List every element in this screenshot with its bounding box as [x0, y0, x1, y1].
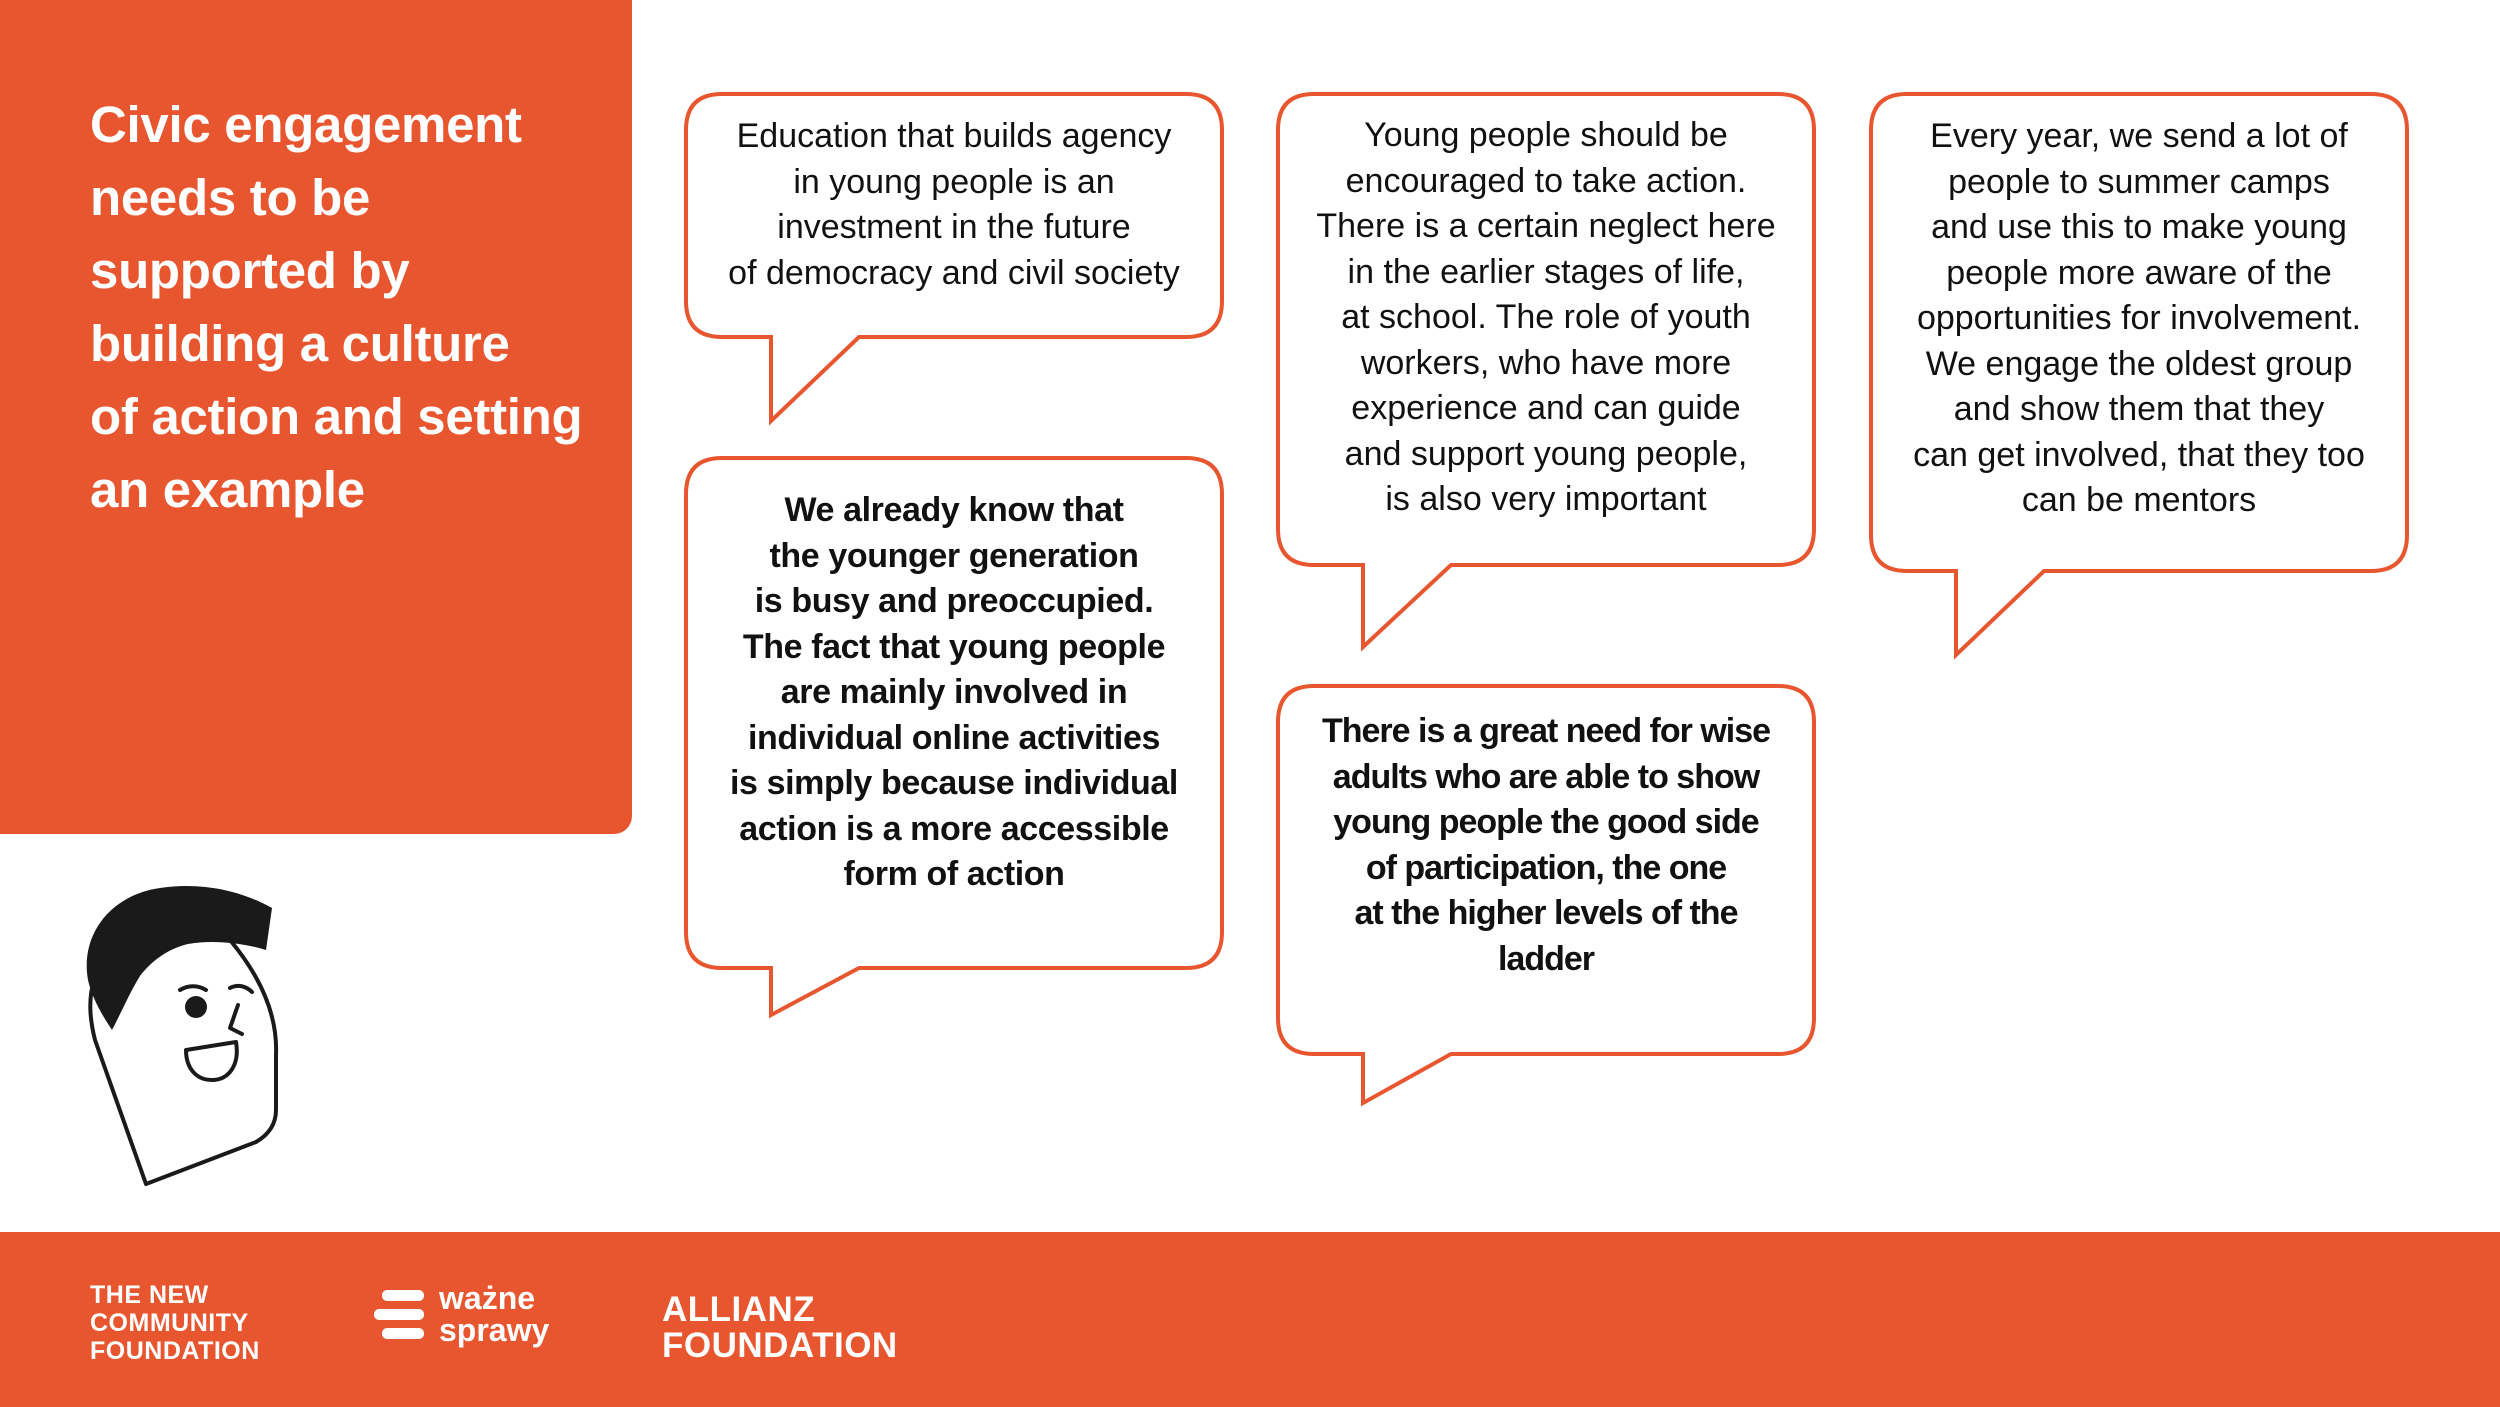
wazne-sprawy-logo	[374, 1280, 550, 1348]
new-community-foundation-logo: THE NEW COMMUNITY FOUNDATION	[90, 1281, 260, 1365]
footer-bar	[0, 1232, 2500, 1407]
bubble-1-text: Education that builds agency in young people is an investment in the future of democracy and civil society	[728, 117, 1180, 292]
headline-panel	[0, 0, 632, 834]
bubble-4-text: There is a great need for wise adults who are able to show young people the good side of participation, the one at the higher levels of the ladder	[1321, 712, 1771, 978]
speech-bubble-1	[686, 94, 1222, 424]
speech-bubble-4	[1278, 686, 1814, 1106]
smiling-face-illustration-icon	[80, 880, 290, 1190]
speech-bubble-3	[1278, 94, 1814, 650]
bubble-3-text: Young people should be encouraged to take action. There is a certain neglect here in the earlier stages of life, at school. The role of youth workers, who have more experience and can guide and support young people, is also very important	[1316, 116, 1776, 518]
speech-bubble-2	[686, 458, 1222, 1018]
speech-bubble-5	[1871, 94, 2407, 658]
wazne-sprawy-wordmark: ważne sprawy	[439, 1280, 550, 1348]
bubble-2-text: We already know that the younger generation is busy and preoccupied. The fact that young people are mainly involved in individual online activities is simply because individual action is a more accessible form of action	[730, 491, 1178, 893]
bubble-5-text: Every year, we send a lot of people to summer camps and use this to make young people more aware of the opportunities for involvement. We engage the oldest group and show them that they can get involved, that they too can be mentors	[1913, 117, 2365, 519]
stripes-mark-icon	[374, 1288, 426, 1342]
allianz-foundation-logo: ALLIANZ FOUNDATION	[662, 1290, 898, 1365]
page-headline: Civic engagement needs to be supported by building a culture of action and setting an example	[90, 96, 583, 518]
